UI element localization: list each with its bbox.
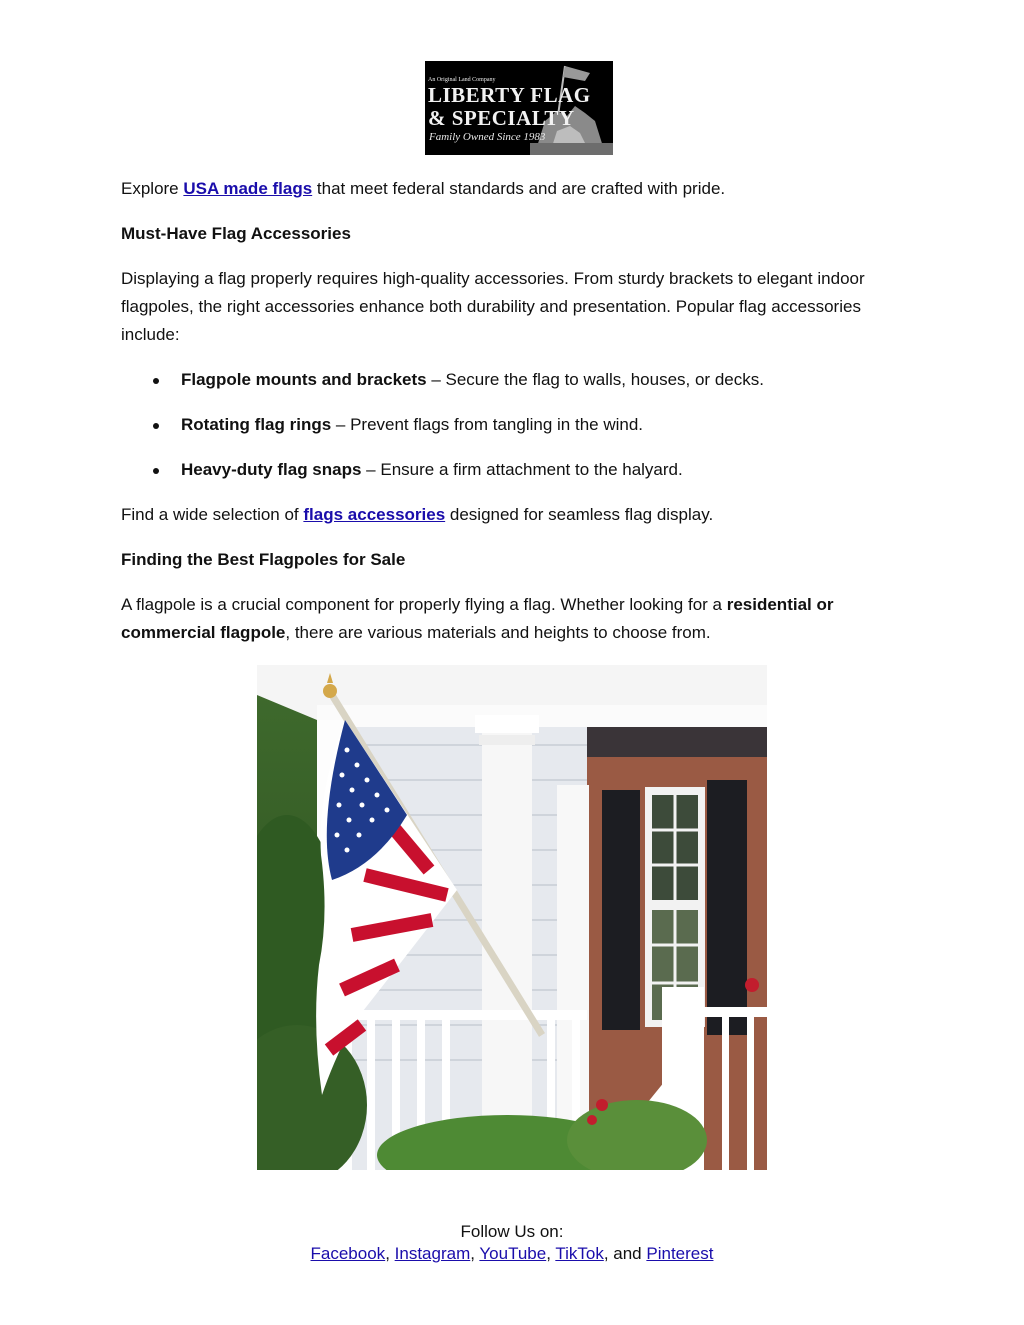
find-text-after: designed for seamless flag display. bbox=[445, 505, 714, 524]
flagpoles-bold-text: residential or commercial flagpole bbox=[121, 595, 834, 642]
list-item-text: – Secure the flag to walls, houses, or decks. bbox=[426, 370, 764, 389]
pinterest-link[interactable]: Pinterest bbox=[646, 1244, 714, 1263]
facebook-link[interactable]: Facebook bbox=[310, 1244, 386, 1263]
bullet-icon bbox=[153, 423, 159, 429]
intro-text-before: Explore bbox=[121, 179, 184, 198]
list-item bbox=[121, 456, 911, 501]
accessories-heading: Must-Have Flag Accessories bbox=[121, 224, 351, 243]
list-item bbox=[121, 366, 911, 411]
list-item-title: Rotating flag rings bbox=[181, 415, 332, 434]
porch-flag-photo bbox=[257, 665, 767, 1170]
usa-made-flags-link[interactable]: USA made flags bbox=[183, 179, 313, 198]
company-logo bbox=[425, 61, 613, 155]
find-accessories-paragraph bbox=[121, 501, 911, 529]
intro-text-after: that meet federal standards and are crafted with pride. bbox=[312, 179, 726, 198]
list-item-text: – Prevent flags from tangling in the wind. bbox=[331, 415, 644, 434]
bullet-icon bbox=[153, 468, 159, 474]
separator: , bbox=[385, 1244, 395, 1263]
list-item-title: Heavy-duty flag snaps bbox=[181, 460, 362, 479]
logo-tagline: An Original Land Company bbox=[428, 77, 496, 83]
list-item bbox=[121, 411, 911, 456]
accessories-list bbox=[121, 366, 911, 501]
intro-paragraph bbox=[121, 175, 911, 203]
logo-slogan: Family Owned Since 1983 bbox=[429, 131, 546, 143]
bullet-icon bbox=[153, 378, 159, 384]
separator: , bbox=[546, 1244, 556, 1263]
social-links bbox=[0, 1243, 1024, 1265]
logo-line-2: & SPECIALTY bbox=[428, 106, 575, 130]
youtube-link[interactable]: YouTube bbox=[479, 1244, 547, 1263]
flagpoles-text-before: A flagpole is a crucial component for properly flying a flag. Whether looking for a bbox=[121, 595, 727, 614]
separator: , and bbox=[603, 1244, 647, 1263]
tiktok-link[interactable]: TikTok bbox=[555, 1244, 604, 1263]
flagpoles-text-after: , there are various materials and heights to choose from. bbox=[285, 623, 711, 642]
flags-accessories-link[interactable]: flags accessories bbox=[303, 505, 446, 524]
list-item-text: – Ensure a firm attachment to the halyard. bbox=[361, 460, 683, 479]
flagpoles-heading: Finding the Best Flagpoles for Sale bbox=[121, 550, 406, 569]
follow-us-label: Follow Us on: bbox=[460, 1222, 564, 1241]
list-item-title: Flagpole mounts and brackets bbox=[181, 370, 427, 389]
flagpoles-paragraph bbox=[121, 591, 906, 647]
separator: , bbox=[470, 1244, 480, 1263]
find-text-before: Find a wide selection of bbox=[121, 505, 304, 524]
accessories-paragraph: Displaying a flag properly requires high-quality accessories. From sturdy brackets to elegant indoor flagpoles, the right accessories enhance both durability and presentation. Popular flag accessories include: bbox=[121, 269, 865, 344]
logo-line-1: LIBERTY FLAG bbox=[428, 83, 591, 107]
instagram-link[interactable]: Instagram bbox=[394, 1244, 471, 1263]
